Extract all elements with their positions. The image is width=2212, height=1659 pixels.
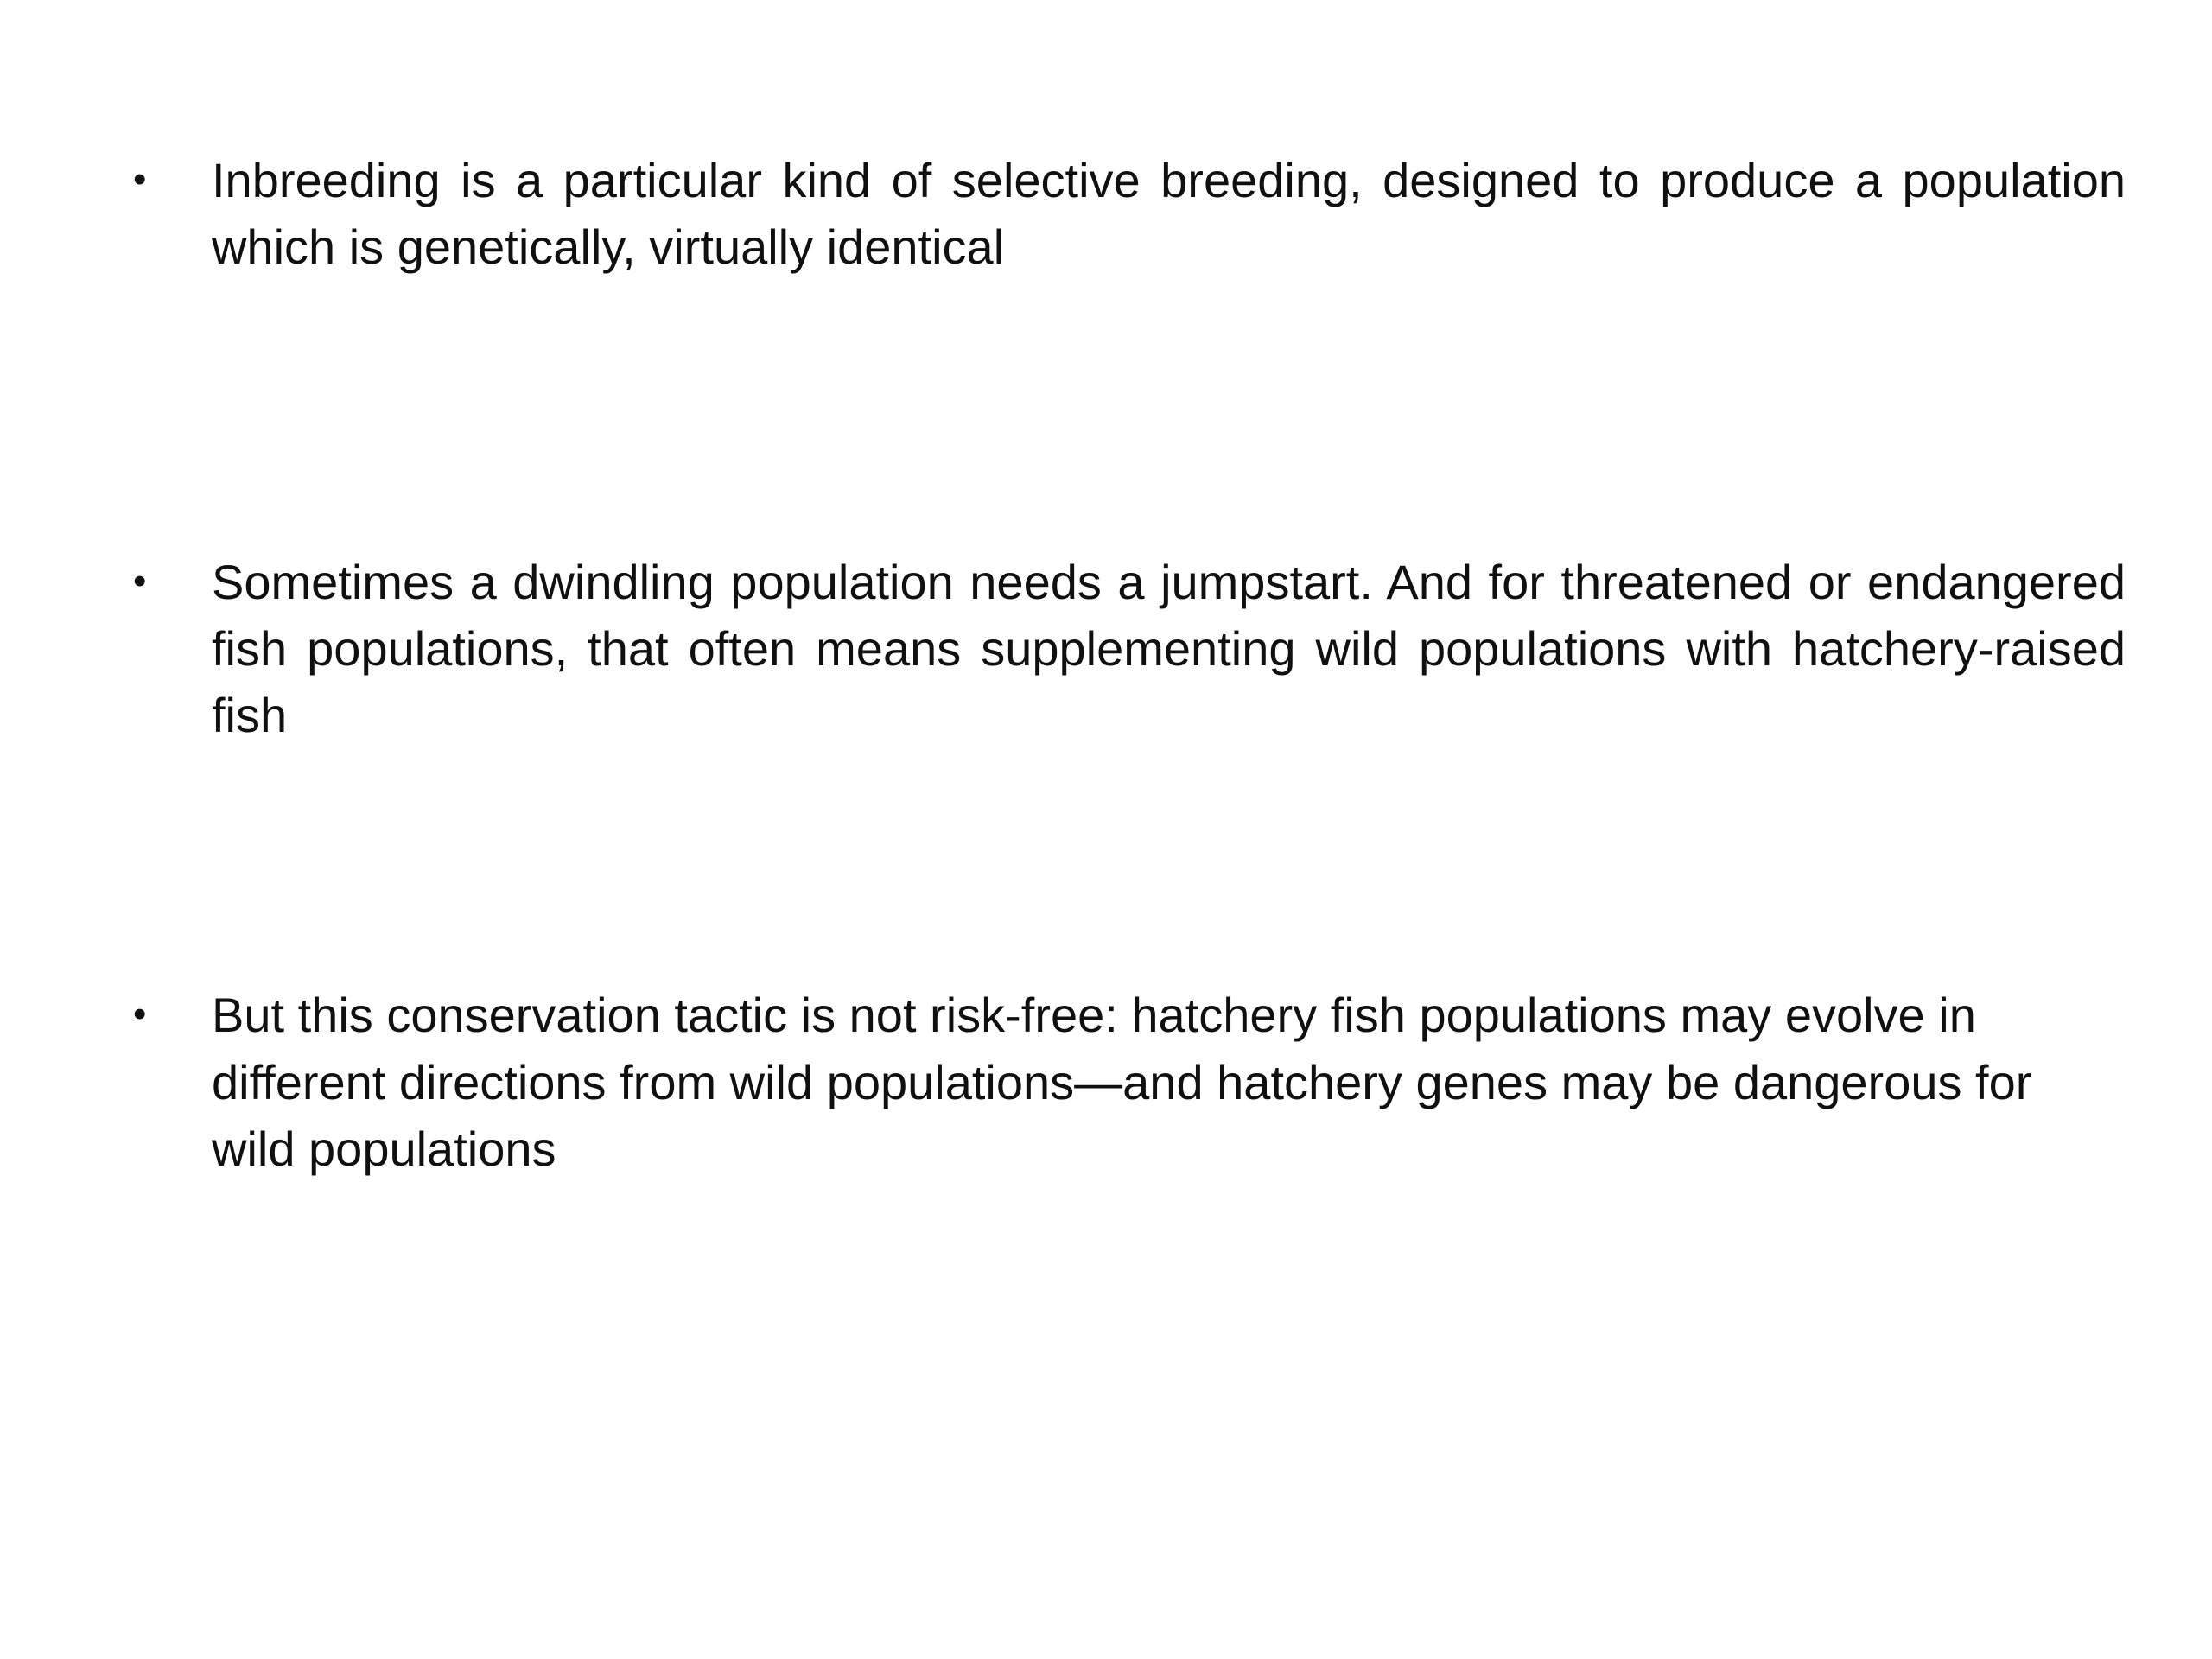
spacer-2 xyxy=(121,748,2126,982)
bullet-text-2: Sometimes a dwindling population needs a jumpstart. And for threatened or endangered fish populations, that often means supplementing wild populations with hatchery-raised fish xyxy=(212,554,2126,743)
spacer-1 xyxy=(121,281,2126,549)
bullet-text-1: Inbreeding is a particular kind of selective breeding, designed to produce a population which is genetically, virtually identical xyxy=(212,153,2126,275)
bullet-text-3: But this conservation tactic is not risk-free: hatchery fish populations may evolve in different directions from wild populations—and hatchery genes may be dangerous for wild populations xyxy=(212,988,2032,1176)
bullet-item-3 xyxy=(121,982,2126,1182)
bullet-point-icon: • xyxy=(133,559,147,602)
bullet-item-1 xyxy=(121,147,2126,281)
slide-content-body xyxy=(121,147,2126,1182)
bullet-point-icon: • xyxy=(133,993,147,1036)
bullet-point-icon: • xyxy=(133,158,147,200)
bullet-item-2 xyxy=(121,549,2126,749)
